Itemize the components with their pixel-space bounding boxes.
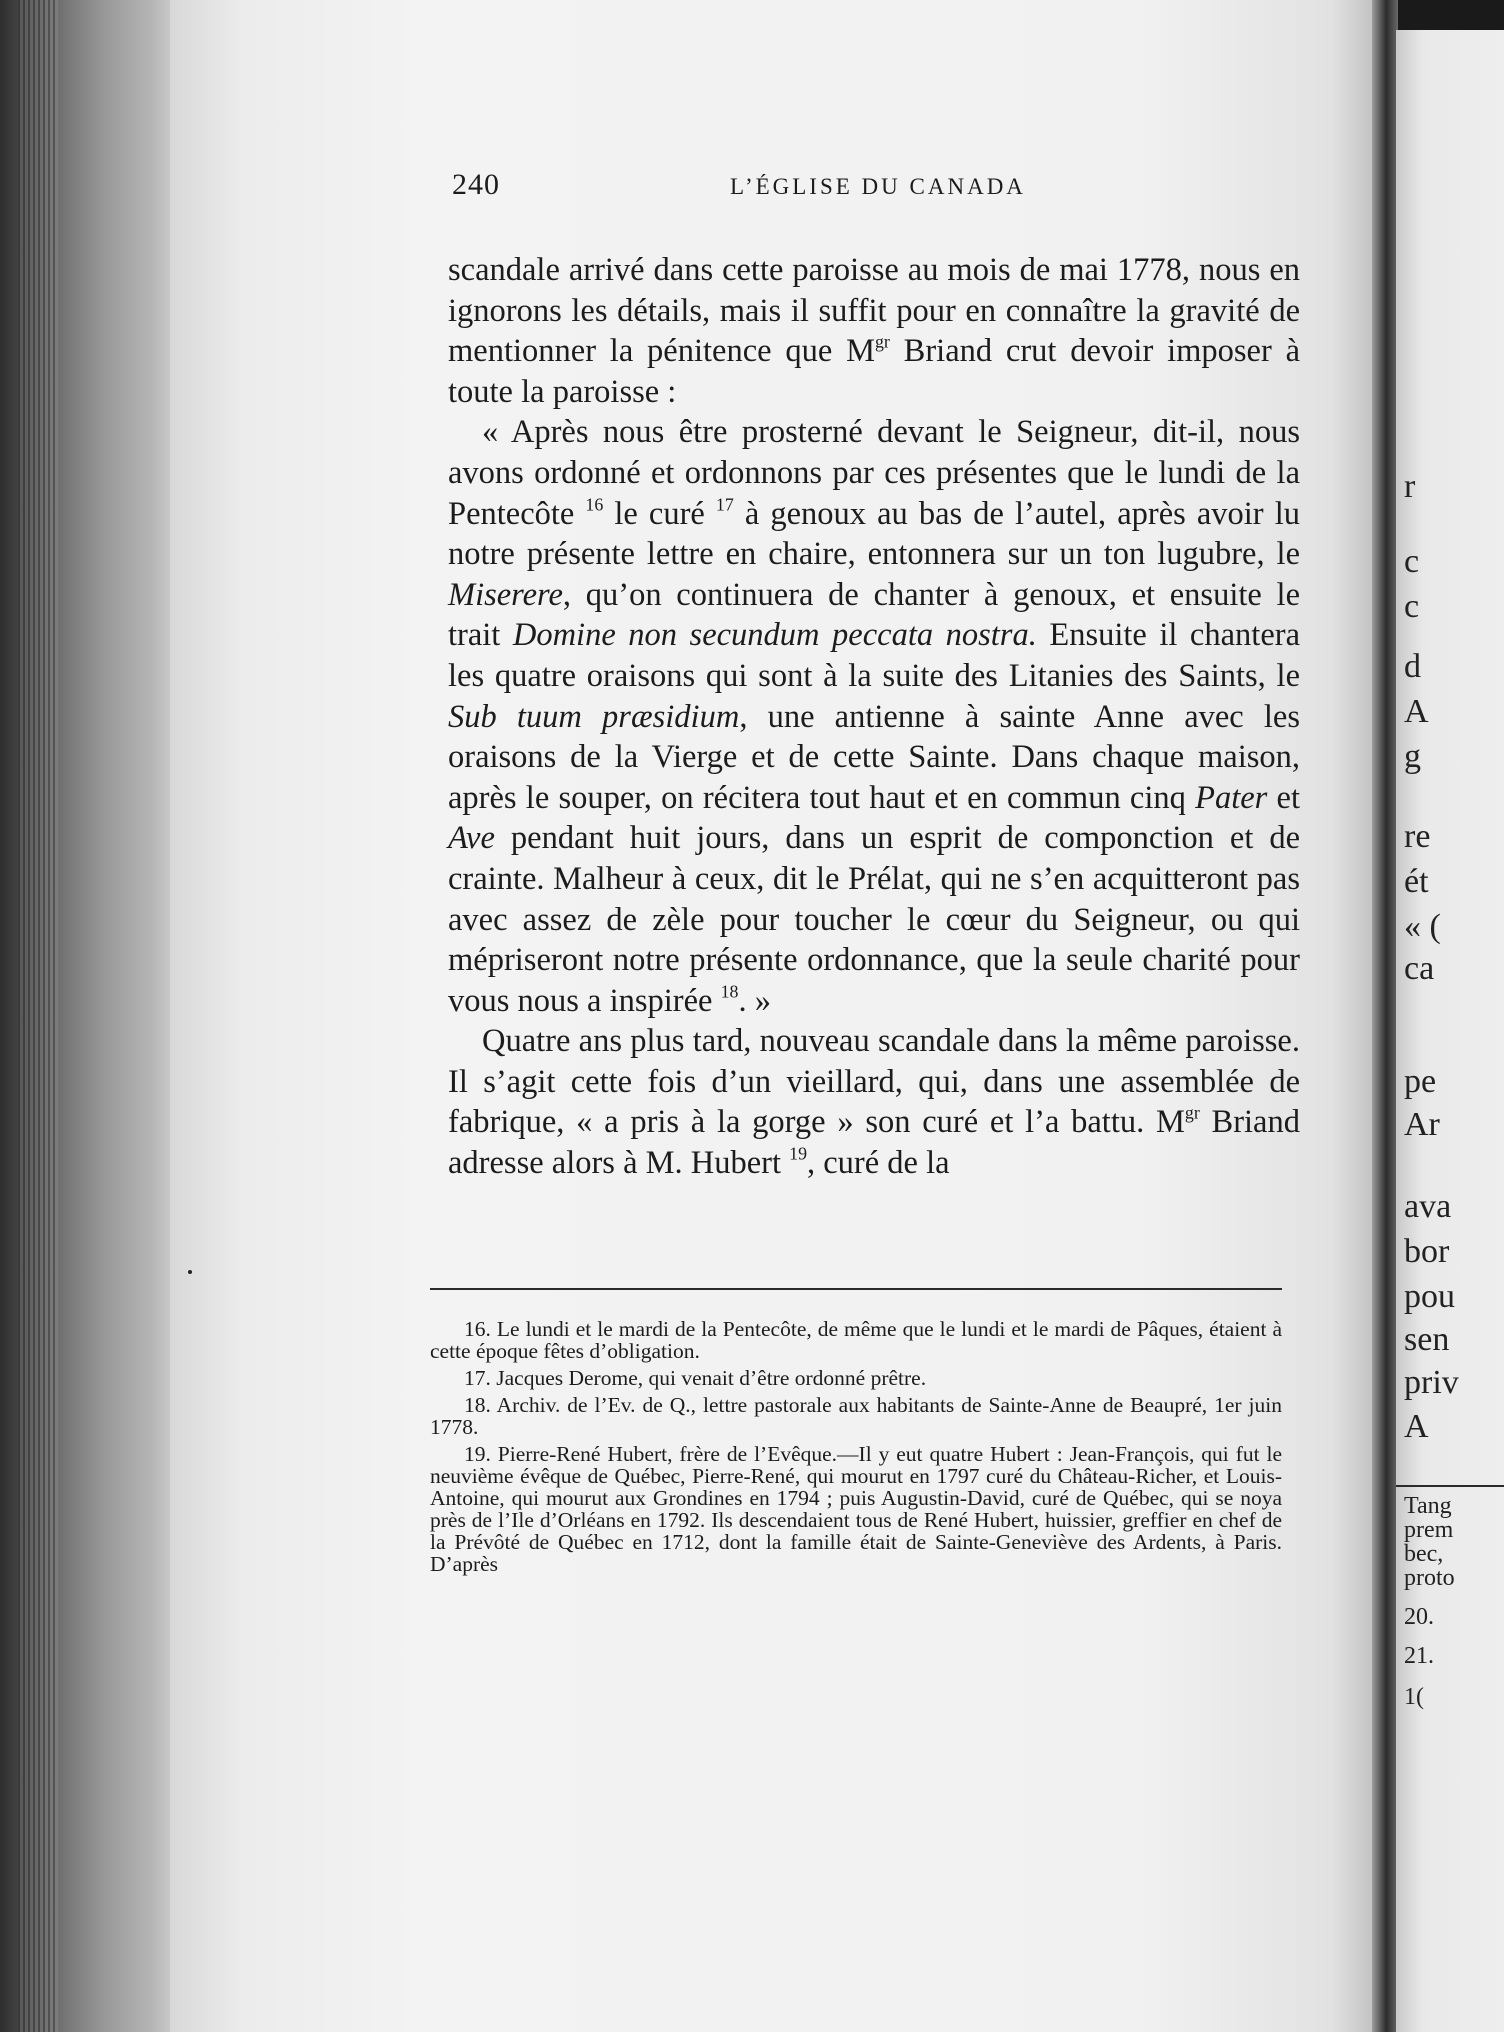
footnote-19: 19. Pierre-René Hubert, frère de l’Evêque.—Il y eut quatre Hubert : Jean-François, qui fut le neuvième évêque de Québec, Pierre-René, qui mourut en 1797 curé du Château-Richer, et Louis-Antoine, qui mourut aux Grondines en 1794 ; puis Augustin-David, curé de Québec, qui se noya près de l’Ile d’Orléans en 1792. Ils descendaient tous de René Hubert, huissier, greffier en chef de la Prévôté de Québec en 1712, dont la famille était de Sainte-Geneviève des Ardents, à Paris. D’après [430,1442,1282,1576]
paragraph-3: Quatre ans plus tard, nouveau scandale dans la même paroisse. Il s’agit cette fois d’un vieillard, qui, dans une assemblée de fabrique, « a pris à la gorge » son curé et l’a battu. $M^{gr}$ Briand adresse alors à M. Hubert $^{19}$, curé de la [448,1023,1300,1182]
facing-text-fragment: 1( [1404,1684,1424,1710]
running-title: L’ÉGLISE DU CANADA [730,174,1026,199]
footnote-ref-17: 17 [715,494,734,515]
footnote-separator [430,1288,1282,1290]
running-head [452,168,1042,212]
facing-text-fragment: sen [1404,1321,1450,1358]
facing-footnote-rule [1396,1485,1504,1487]
paragraph-2-quote: « Après nous être prosterné devant le Seigneur, dit-il, nous avons ordonné et ordonnons par ces présentes que le lundi de la Pentecôte $^{16}$ le curé $^{17}$ à genoux au bas de l’autel, après avoir lu notre présente lettre en chaire, entonnera sur un ton lugubre, le Miserere, qu’on continuera de chanter à genoux, et ensuite le trait Domine non secundum peccata nostra. Ensuite il chantera les quatre oraisons qui sont à la suite des Litanies des Saints, le Sub tuum præsidium, une antienne à sainte Anne avec les oraisons de la Vierge et de cette Sainte. Dans chaque maison, après le souper, on récitera tout haut et en commun cinq Pater et Ave pendant huit jours, dans un esprit de componction et de crainte. Malheur à ceux, dit le Prélat, qui ne s’en acquitteront pas avec assez de zèle pour toucher le cœur du Seigneur, ou qui mépriseront notre présente ordonnance, que la seule charité pour vous nous a inspirée $^{18}$. » [448,414,1300,1019]
facing-page-edge [1396,30,1504,2032]
facing-text-fragment: bec, [1404,1541,1444,1567]
facing-text-fragment: r [1404,468,1416,505]
facing-text-fragment: bor [1404,1233,1450,1270]
facing-text-fragment: re [1404,818,1431,855]
facing-text-fragment: A [1404,1408,1429,1445]
facing-text-fragment: proto [1404,1565,1455,1591]
facing-text-fragment: ét [1404,863,1429,900]
facing-text-fragment: c [1404,588,1420,625]
facing-text-fragment: d [1404,648,1421,685]
page-speck [188,1270,192,1274]
paragraph-1: scandale arrivé dans cette paroisse au mois de mai 1778, nous en ignorons les détails, mais il suffit pour en connaître la gravité de mentionner la pénitence que $M^{gr}$ Briand crut devoir imposer à toute la paroisse : [448,252,1300,410]
page-edges [18,0,58,2032]
facing-text-fragment: ava [1404,1188,1452,1225]
facing-text-fragment: Tang [1404,1493,1452,1519]
facing-text-fragment: pou [1404,1278,1455,1315]
footnote-ref-18: 18 [720,981,739,1002]
facing-text-fragment: « ( [1404,908,1441,945]
footnote-16: 16. Le lundi et le mardi de la Pentecôte, de même que le lundi et le mardi de Pâques, étaient à cette époque fêtes d’obligation. [430,1317,1282,1363]
footnote-17: 17. Jacques Derome, qui venait d’être ordonné prêtre. [464,1366,927,1390]
facing-text-fragment: pe [1404,1063,1437,1100]
facing-text-fragment: ca [1404,950,1435,987]
footnote-ref-19: 19 [789,1143,807,1164]
facing-text-fragment: prem [1404,1517,1454,1543]
facing-text-fragment: priv [1404,1364,1459,1401]
footnote-18: 18. Archiv. de l’Ev. de Q., lettre pastorale aux habitants de Sainte-Anne de Beaupré, 1er juin 1778. [430,1393,1282,1439]
page-number: 240 [452,168,500,201]
footnotes [430,1318,1282,1580]
main-text [448,250,1300,1184]
facing-text-fragment: A [1404,693,1429,730]
facing-text-fragment: 20. [1404,1604,1434,1630]
facing-text-fragment: 21. [1404,1643,1434,1669]
facing-text-fragment: Ar [1404,1106,1440,1143]
footnote-ref-16: 16 [585,494,604,515]
book-gutter [1372,0,1398,2032]
facing-text-fragment: c [1404,543,1420,580]
facing-text-fragment: g [1404,738,1421,775]
